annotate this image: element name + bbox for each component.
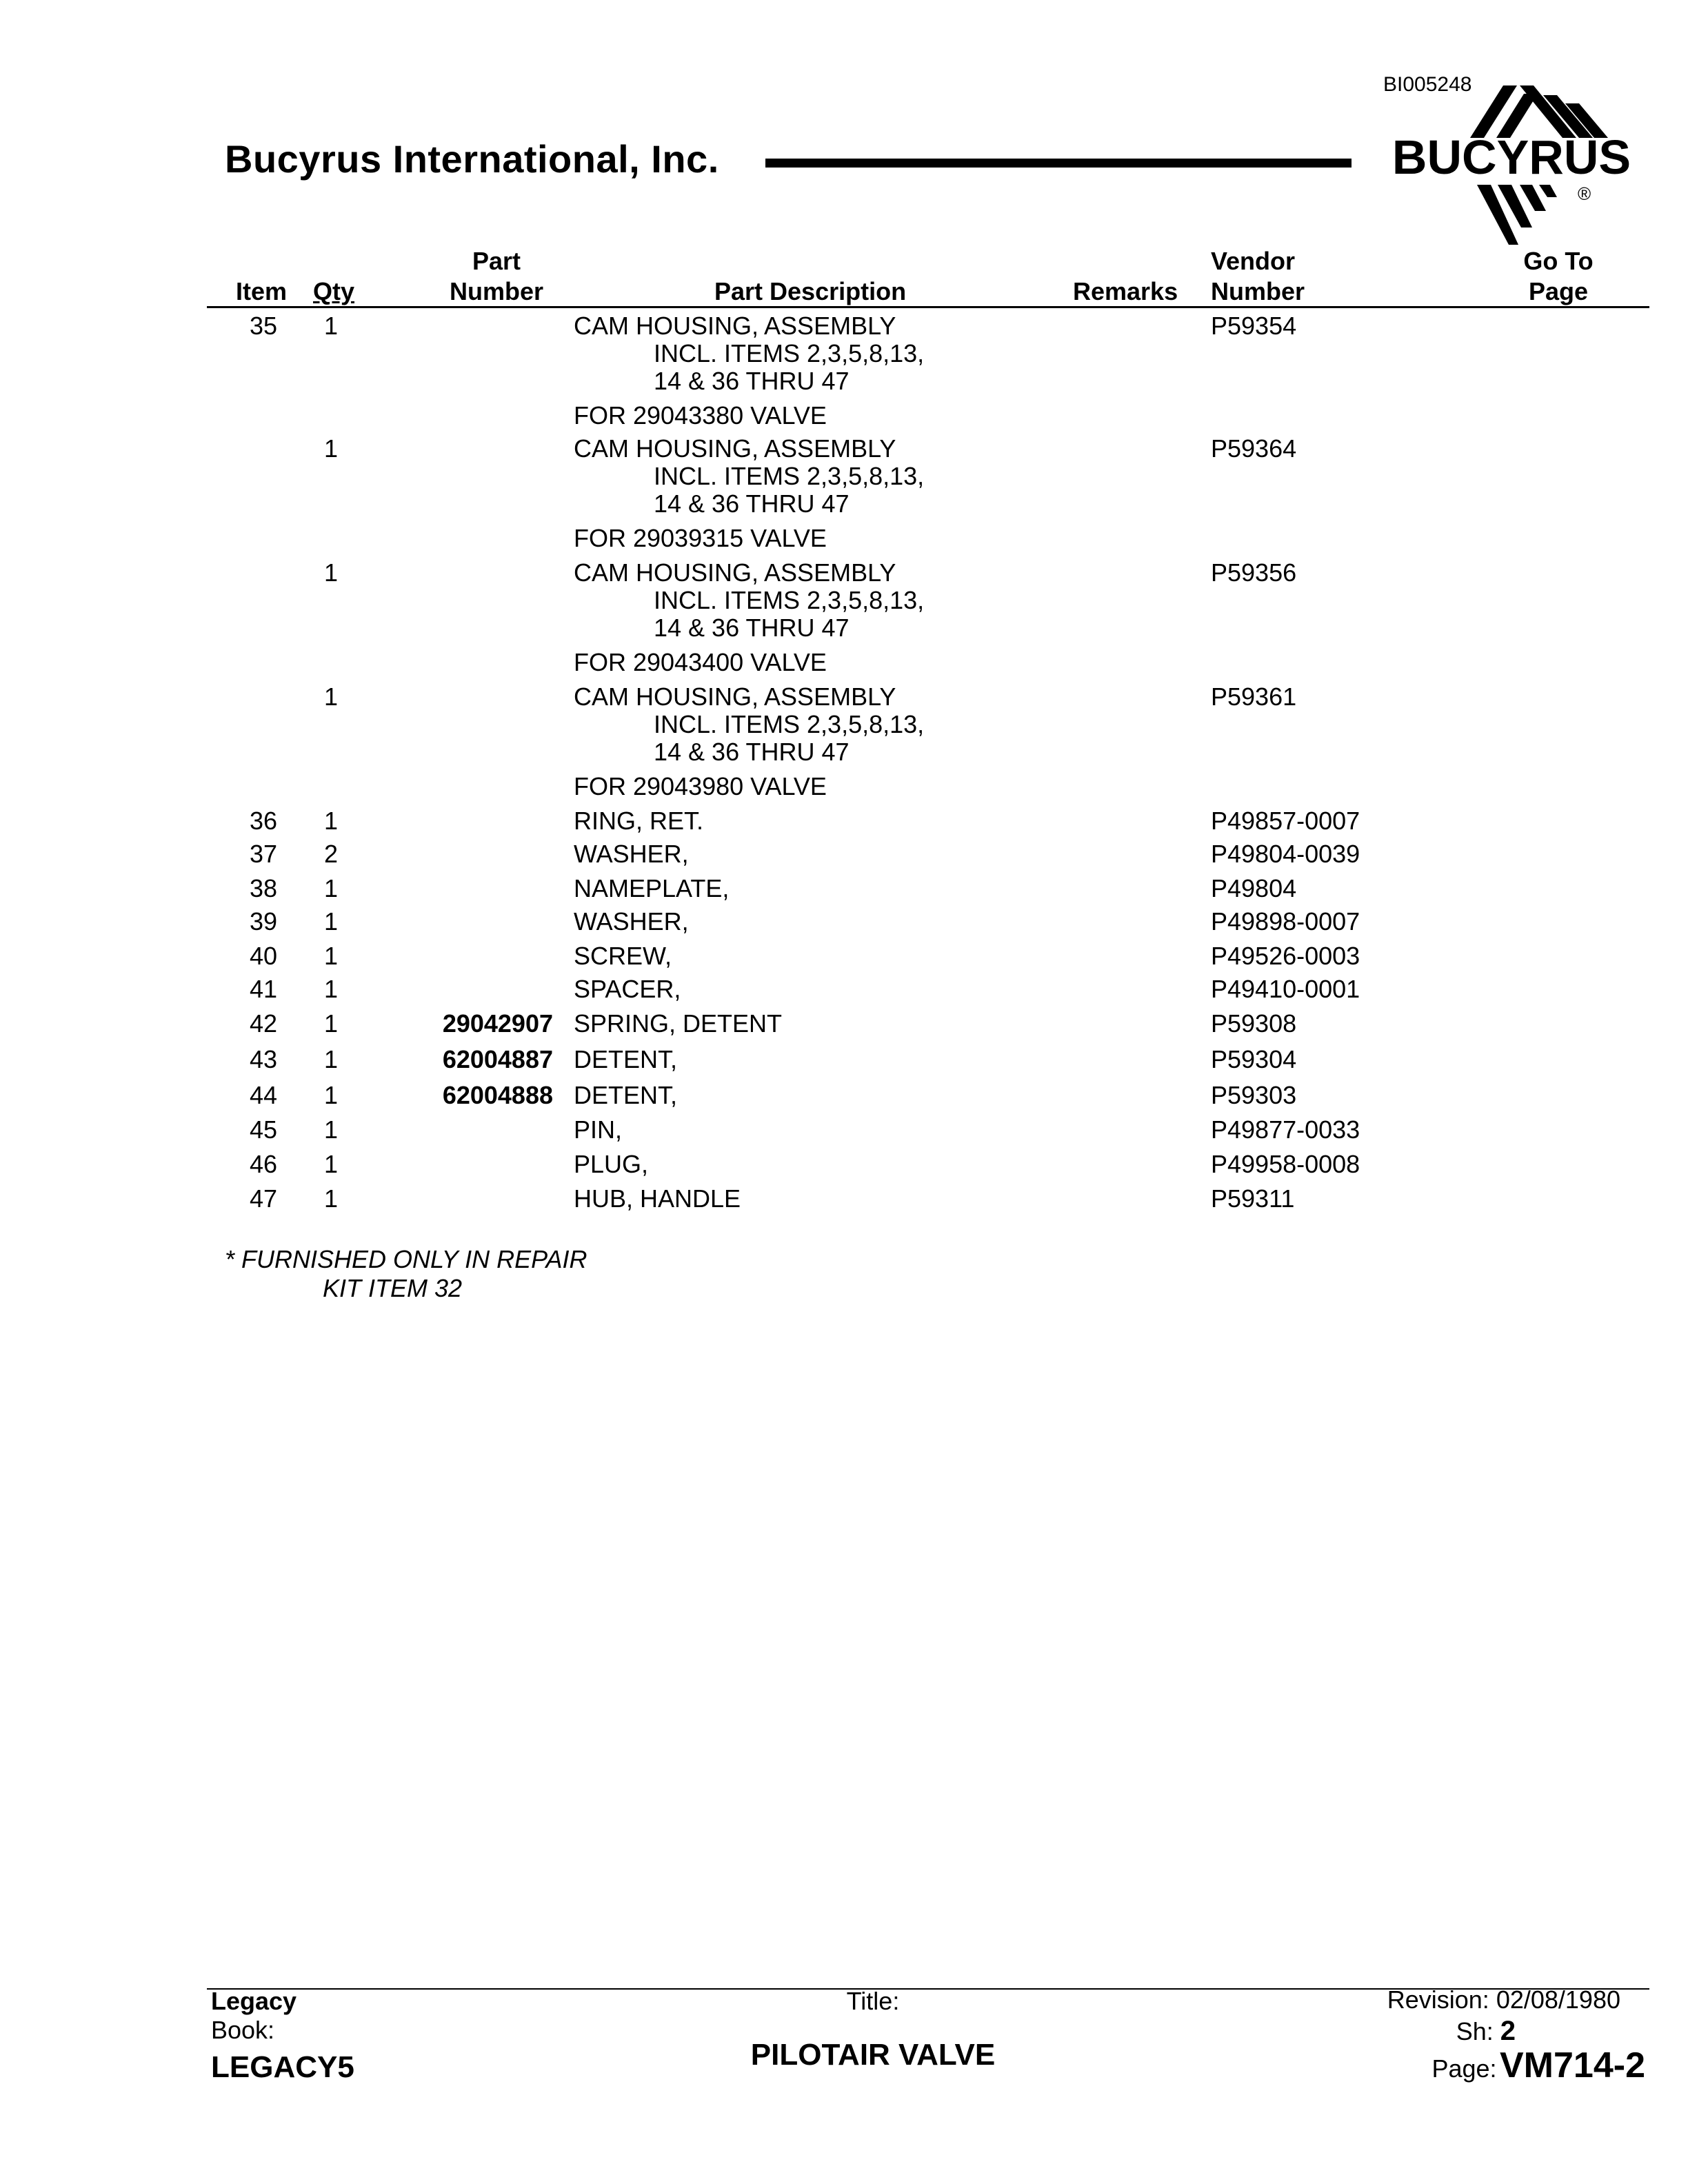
- footer-sheet-value: 2: [1500, 2016, 1516, 2046]
- vendor-number: P49958-0008: [1211, 1150, 1360, 1178]
- item-number: 35: [249, 312, 277, 340]
- vendor-number: P59354: [1211, 312, 1297, 340]
- part-description: FOR 29043380 VALVE: [574, 401, 827, 429]
- item-number: 46: [249, 1150, 277, 1178]
- item-number: 40: [249, 942, 277, 970]
- part-description: SPRING, DETENT: [574, 1009, 783, 1038]
- col-header-remarks: Remarks: [1073, 277, 1178, 305]
- footer-title-value: PILOTAIR VALVE: [750, 2038, 996, 2072]
- part-description: RING, RET.: [574, 807, 704, 835]
- item-number: 37: [249, 840, 277, 868]
- part-description: NAMEPLATE,: [574, 874, 730, 902]
- item-qty: 1: [323, 434, 339, 463]
- header-rule: [765, 159, 1352, 168]
- vendor-number: P59311: [1211, 1184, 1295, 1213]
- vendor-number: P49804: [1211, 874, 1297, 902]
- part-description: DETENT,: [574, 1045, 678, 1073]
- logo-wordmark: BUCYRUS: [1391, 130, 1631, 184]
- logo-lower-stripes-icon: [1477, 185, 1557, 245]
- vendor-number: P49410-0001: [1211, 975, 1360, 1003]
- item-qty: 1: [323, 1081, 339, 1109]
- footer-page-value: VM714-2: [1500, 2045, 1645, 2085]
- footer-page: [1276, 2045, 1645, 2086]
- part-description: 14 & 36 THRU 47: [654, 367, 850, 395]
- item-qty: 1: [323, 312, 339, 340]
- item-number: 43: [249, 1045, 277, 1073]
- item-qty: 1: [323, 558, 339, 587]
- part-description: CAM HOUSING, ASSEMBLY: [574, 682, 896, 711]
- part-description: SPACER,: [574, 975, 681, 1003]
- col-header-part-2: Number: [449, 277, 544, 305]
- footer-sheet: [1276, 2016, 1516, 2047]
- vendor-number: P59303: [1211, 1081, 1297, 1109]
- part-description: 14 & 36 THRU 47: [654, 489, 850, 518]
- part-description: DETENT,: [574, 1081, 678, 1109]
- item-qty: 1: [323, 1045, 339, 1073]
- item-qty: 1: [323, 807, 339, 835]
- item-qty: 1: [323, 1184, 339, 1213]
- vendor-number: P59356: [1211, 558, 1297, 587]
- vendor-number: P49804-0039: [1211, 840, 1360, 868]
- part-description: INCL. ITEMS 2,3,5,8,13,: [654, 462, 925, 490]
- footer-revision-value: 02/08/1980: [1496, 1985, 1620, 2014]
- vendor-number: P59364: [1211, 434, 1297, 463]
- col-header-vendor-1: Vendor: [1211, 247, 1296, 275]
- vendor-number: P49526-0003: [1211, 942, 1360, 970]
- footnote-line-1: * FURNISHED ONLY IN REPAIR: [225, 1245, 587, 1273]
- item-number: 38: [249, 874, 277, 902]
- footer-revision: [1276, 1985, 1620, 2014]
- col-header-vendor-2: Number: [1211, 277, 1305, 305]
- item-number: 39: [249, 907, 277, 936]
- item-qty: 1: [323, 975, 339, 1003]
- company-name: Bucyrus International, Inc.: [225, 137, 719, 181]
- item-qty: 1: [323, 1150, 339, 1178]
- part-description: INCL. ITEMS 2,3,5,8,13,: [654, 586, 925, 614]
- footer-book-label: Book:: [211, 2016, 275, 2044]
- item-qty: 1: [323, 682, 339, 711]
- registered-mark: ®: [1578, 183, 1591, 204]
- part-description: WASHER,: [574, 907, 689, 936]
- footer-legacy-label: Legacy: [211, 1987, 297, 2015]
- document-id: BI005248: [1383, 73, 1472, 96]
- part-number: 62004887: [442, 1045, 553, 1073]
- part-description: PLUG,: [574, 1150, 649, 1178]
- vendor-number: P59361: [1211, 682, 1297, 711]
- item-number: 42: [249, 1009, 277, 1038]
- col-header-item: Item: [236, 277, 288, 305]
- item-qty: 1: [323, 874, 339, 902]
- part-number: 62004888: [442, 1081, 553, 1109]
- item-qty: 1: [323, 1115, 339, 1144]
- part-description: PIN,: [574, 1115, 623, 1144]
- vendor-number: P49898-0007: [1211, 907, 1360, 936]
- header-underline: [207, 306, 1649, 308]
- part-description: HUB, HANDLE: [574, 1184, 741, 1213]
- item-number: 47: [249, 1184, 277, 1213]
- item-qty: 1: [323, 1009, 339, 1038]
- col-header-qty: Qty: [313, 277, 355, 305]
- col-header-description: Part Description: [714, 277, 907, 305]
- footer-book-value: LEGACY5: [211, 2050, 354, 2084]
- footer-title-label: Title:: [846, 1987, 900, 2015]
- part-description: SCREW,: [574, 942, 672, 970]
- bucyrus-logo: [1374, 76, 1649, 248]
- col-header-goto-2: Page: [1528, 277, 1589, 305]
- vendor-number: P59308: [1211, 1009, 1297, 1038]
- vendor-number: P49857-0007: [1211, 807, 1360, 835]
- part-description: CAM HOUSING, ASSEMBLY: [574, 558, 896, 587]
- part-description: INCL. ITEMS 2,3,5,8,13,: [654, 339, 925, 367]
- part-number: 29042907: [442, 1009, 553, 1038]
- part-description: INCL. ITEMS 2,3,5,8,13,: [654, 710, 925, 738]
- footnote-line-2: KIT ITEM 32: [323, 1274, 463, 1302]
- item-qty: 2: [323, 840, 339, 868]
- part-description: FOR 29039315 VALVE: [574, 524, 827, 552]
- part-description: CAM HOUSING, ASSEMBLY: [574, 434, 896, 463]
- col-header-part-1: Part: [472, 247, 521, 275]
- item-number: 44: [249, 1081, 277, 1109]
- part-description: 14 & 36 THRU 47: [654, 738, 850, 766]
- vendor-number: P49877-0033: [1211, 1115, 1360, 1144]
- footer-page-label: Page:: [1431, 2054, 1497, 2083]
- part-description: CAM HOUSING, ASSEMBLY: [574, 312, 896, 340]
- item-number: 45: [249, 1115, 277, 1144]
- footer-sheet-label: Sh:: [1456, 2017, 1494, 2045]
- item-qty: 1: [323, 907, 339, 936]
- part-description: FOR 29043980 VALVE: [574, 772, 827, 800]
- part-description: WASHER,: [574, 840, 689, 868]
- col-header-goto-1: Go To: [1523, 247, 1594, 275]
- item-qty: 1: [323, 942, 339, 970]
- part-description: 14 & 36 THRU 47: [654, 614, 850, 642]
- item-number: 41: [249, 975, 277, 1003]
- item-number: 36: [249, 807, 277, 835]
- part-description: FOR 29043400 VALVE: [574, 648, 827, 676]
- vendor-number: P59304: [1211, 1045, 1297, 1073]
- footer-revision-label: Revision:: [1387, 1985, 1489, 2014]
